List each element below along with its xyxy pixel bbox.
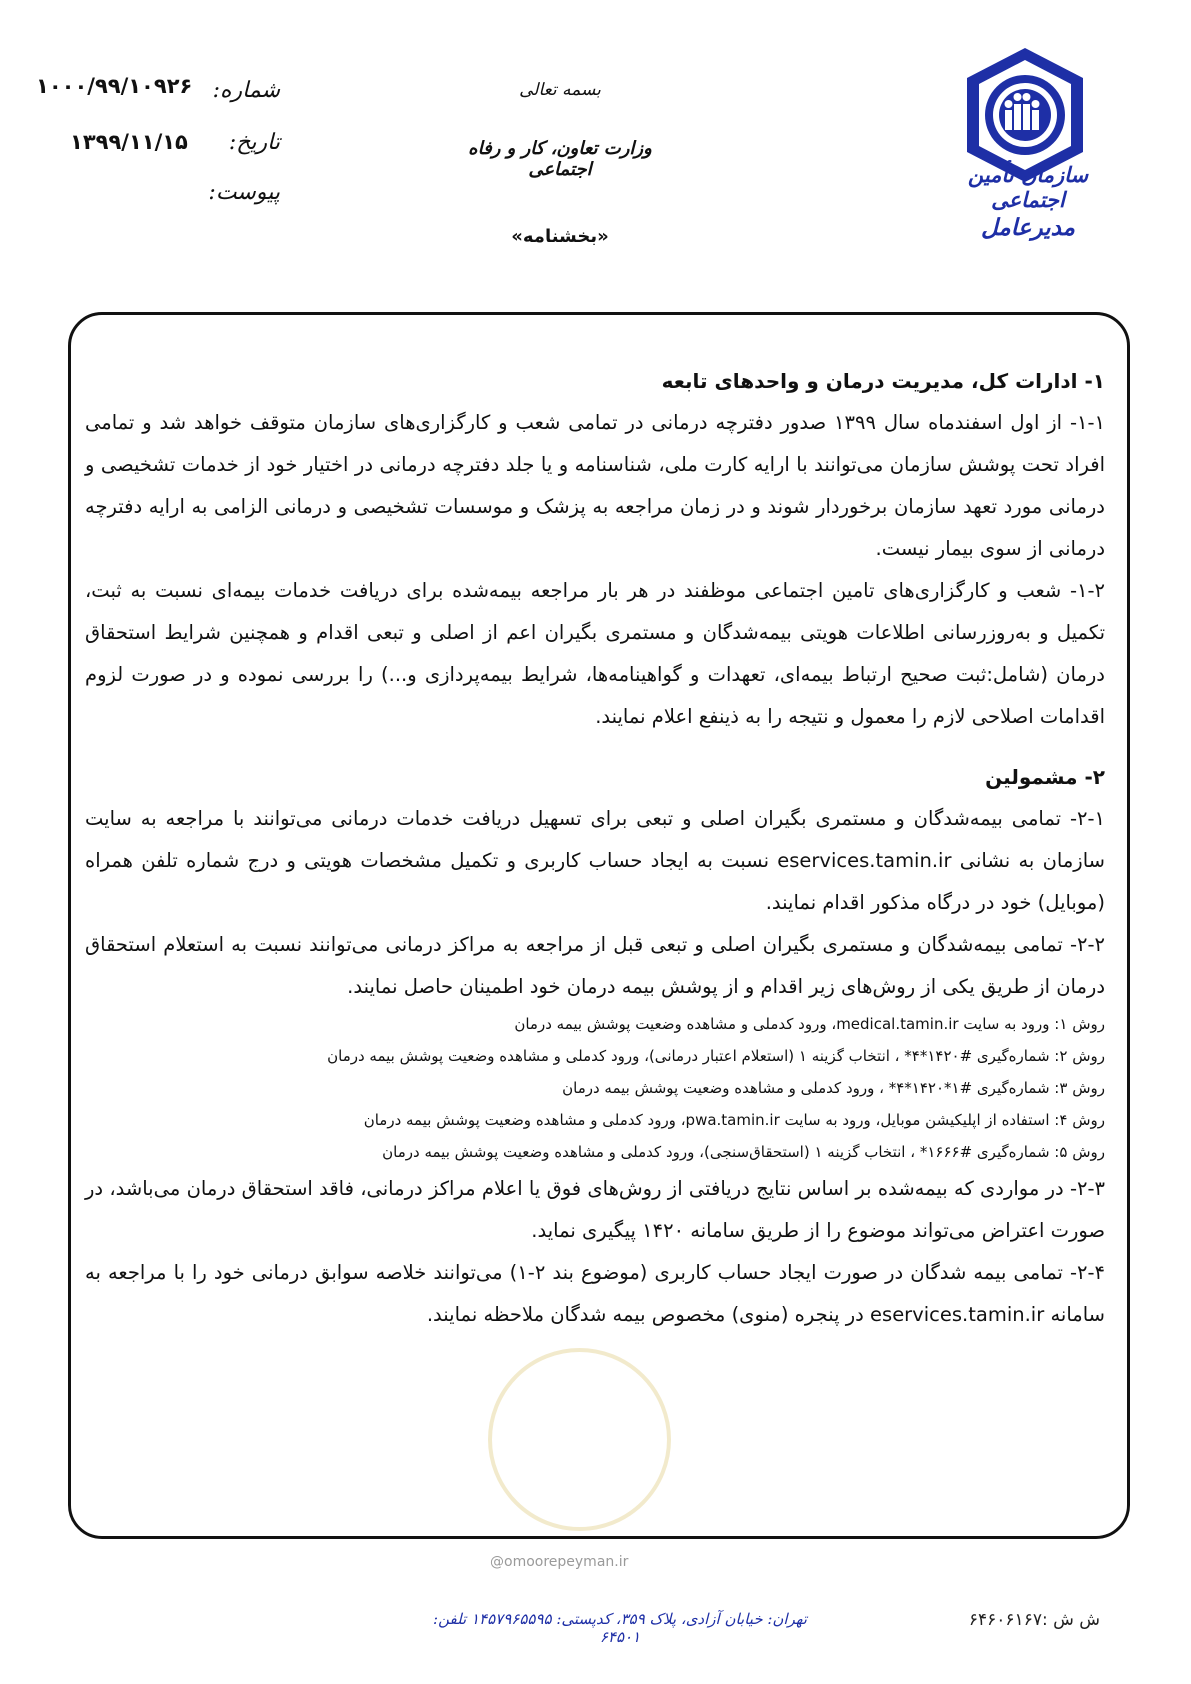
document-body [85, 360, 1105, 1336]
date-value: ۱۳۹۹/۱۱/۱۵ [70, 130, 188, 154]
paragraph-1-2: ۱-۲- شعب و کارگزاری‌های تامین اجتماعی موظفند در هر بار مراجعه بیمه‌شده برای دریافت خدمات بیمه‌ای نسبت به ثبت، تکمیل و به‌روزرسانی اطلاعات هویتی بیمه‌شدگان و مستمری بگیران اعم از اصلی و تبعی اقدام و همچنین شرایط استحقاق درمان (شامل:ثبت صحیح ارتباط بیمه‌ای، تعهدات و گواهینامه‌ها، شرایط بیمه‌پردازی و...) را بررسی نموده و در صورت لزوم اقدامات اصلاحی لازم را معمول و نتیجه را به ذینفع اعلام نمایند. [85, 579, 1105, 728]
ministry-name: وزارت تعاون، کار و رفاه اجتماعی [468, 138, 652, 180]
number-label: شماره: [212, 78, 280, 103]
date-label: تاریخ: [228, 130, 280, 155]
signatory-title: مدیرعامل [981, 214, 1075, 241]
method-item: روش ۴: استفاده از اپلیکیشن موبایل، ورود به سایت pwa.tamin.ir، ورود کدملی و مشاهده وضعیت پوشش بیمه درمان [363, 1111, 1105, 1129]
inquiry-methods-list [85, 1008, 1105, 1168]
bismillah: بسمه تعالی [519, 80, 601, 100]
method-item: روش ۱: ورود به سایت medical.tamin.ir، ورود کدملی و مشاهده وضعیت پوشش بیمه درمان [514, 1015, 1105, 1033]
document-type: «بخشنامه» [511, 226, 609, 247]
method-item: روش ۳: شماره‌گیری #۱*۱۴۲۰*۴* ، ورود کدملی و مشاهده وضعیت پوشش بیمه درمان [562, 1079, 1105, 1097]
org-name: سازمان تأمین اجتماعی [967, 162, 1089, 212]
number-value: ۱۰۰۰/۹۹/۱۰۹۲۶ [36, 74, 193, 98]
paragraph-2-3: ۲-۳- در مواردی که بیمه‌شده بر اساس نتایج دریافتی از روش‌های فوق یا اعلام مراکز درمانی، فاقد استحقاق درمان می‌باشد، در صورت اعتراض می‌تواند موضوع را از طریق سامانه ۱۴۲۰ پیگیری نماید. [85, 1177, 1105, 1242]
paragraph-2-4: ۲-۴- تمامی بیمه شدگان در صورت ایجاد حساب کاربری (موضوع بند ۲-۱) می‌توانند خلاصه سوابق درمانی خود را با مراجعه به سامانه eservices.tamin.ir در پنجره (منوی) مخصوص بیمه شدگان ملاحظه نمایند. [85, 1261, 1105, 1326]
paragraph-2-2: ۲-۲- تمامی بیمه‌شدگان و مستمری بگیران اصلی و تبعی قبل از مراجعه به مراکز درمانی می‌توانند نسبت به استعلام استحقاق درمان از طریق یکی از روش‌های زیر اقدام و از پوشش بیمه درمان خود اطمینان حاصل نمایند. [85, 933, 1105, 998]
method-item: روش ۵: شماره‌گیری #۱۶۶۶* ، انتخاب گزینه ۱ (استحقاق‌سنجی)، ورود کدملی و مشاهده وضعیت پوشش بیمه درمان [382, 1143, 1105, 1161]
paragraph-2-1: ۲-۱- تمامی بیمه‌شدگان و مستمری بگیران اصلی و تبعی برای تسهیل دریافت خدمات درمانی می‌توانند با مراجعه به سایت سازمان به نشانی eservices.tamin.ir نسبت به ایجاد حساب کاربری و تکمیل مشخصات هویتی و درج شماره تلفن همراه (موبایل) خود در درگاه مذکور اقدام نمایند. [85, 807, 1106, 914]
section-1-title: ۱- ادارات کل، مدیریت درمان و واحدهای تابعه [661, 369, 1105, 393]
watermark-seal-icon [488, 1348, 671, 1531]
method-item: روش ۲: شماره‌گیری #۱۴۲۰*۴* ، انتخاب گزینه ۱ (استعلام اعتبار درمانی)، ورود کدملی و مشاهده وضعیت پوشش بیمه درمان [327, 1047, 1105, 1065]
footer-address: تهران: خیابان آزادی، پلاک ۳۵۹، کدپستی: ۱۴۵۷۹۶۵۵۹۵ تلفن: ۶۴۵۰۱ [433, 1610, 807, 1646]
footer-code: ش ش :۶۴۶۰۶۱۶۷ [968, 1610, 1100, 1630]
paragraph-1-1: ۱-۱- از اول اسفندماه سال ۱۳۹۹ صدور دفترچه درمانی در تمامی شعب و کارگزاری‌های سازمان متوقف خواهد شد و تمامی افراد تحت پوشش سازمان می‌توانند با ارایه کارت ملی، شناسنامه و یا جلد دفترچه درمانی در اختیار خود از خدمات تشخیصی و درمانی مورد تعهد سازمان برخوردار شوند و در زمان مراجعه به پزشک و موسسات تشخیصی و درمانی الزامی به ارایه دفترچه درمانی از سوی بیمار نیست. [85, 411, 1105, 560]
watermark-site: @omoorepeyman.ir [490, 1554, 629, 1570]
attachment-label: پیوست: [208, 180, 280, 205]
section-2-title: ۲- مشمولین [985, 765, 1105, 789]
